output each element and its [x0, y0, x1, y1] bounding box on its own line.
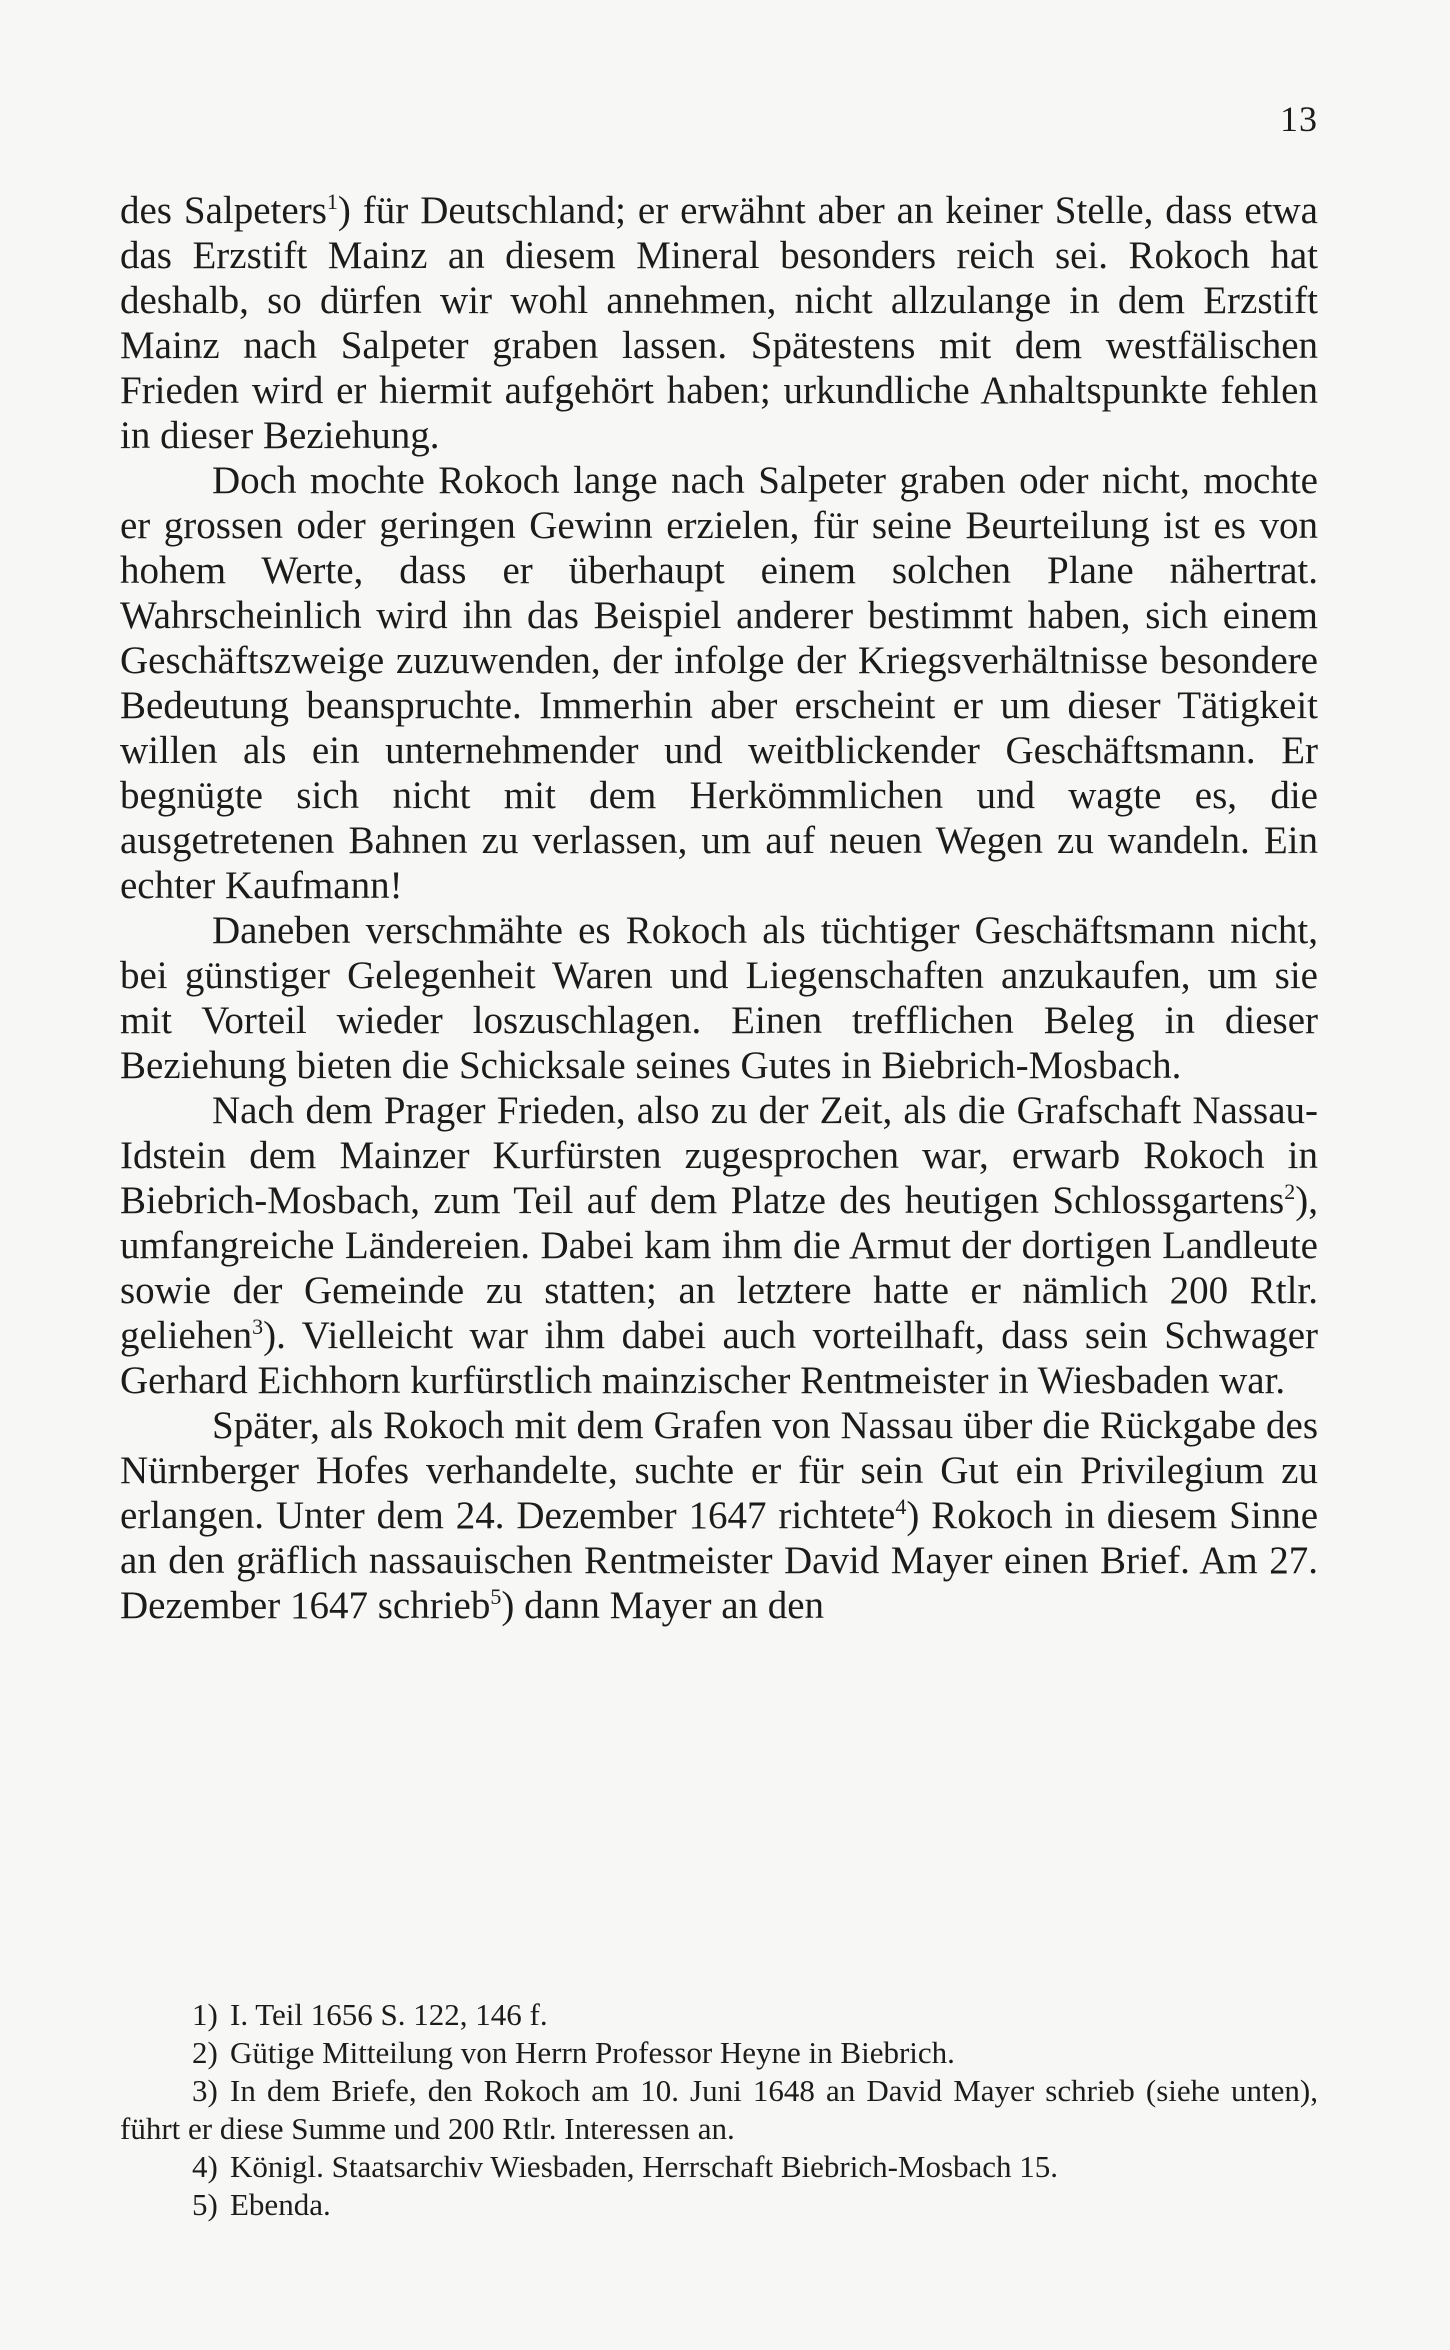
page-number: 13 — [1280, 99, 1318, 139]
footnote-2 — [120, 2034, 1318, 2072]
footnote-4 — [120, 2148, 1318, 2186]
paragraph-5-text-c: ) dann Mayer an den — [501, 1584, 825, 1627]
footnote-number: 3) — [192, 2073, 218, 2108]
paragraph-4-text-b: ), umfangreiche Ländereien. Dabei kam ihm die Armut der dortigen Landleute sowie der Gemeinde zu statten; an letztere hatte er nämlich 200 Rtlr. geliehen — [120, 1179, 1318, 1357]
paragraph-2: Doch mochte Rokoch lange nach Salpeter graben oder nicht, mochte er grossen oder geringen Gewinn erzielen, für seine Beurteilung ist es von hohem Werte, dass er überhaupt einem solchen Plane nähertrat. Wahrscheinlich wird ihn das Beispiel anderer bestimmt haben, sich einem Geschäftszweige zuzuwenden, der infolge der Kriegsverhältnisse besondere Bedeutung beanspruchte. Immerhin aber erscheint er um dieser Tätigkeit willen als ein unternehmender und weitblickender Geschäftsmann. Er begnügte sich nicht mit dem Herkömmlichen und wagte es, die ausgetretenen Bahnen zu verlassen, um auf neuen Wegen zu wandeln. Ein echter Kaufmann! — [120, 459, 1318, 907]
footnote-ref-1: 1 — [326, 189, 338, 214]
footnote-text: I. Teil 1656 S. 122, 146 f. — [230, 1997, 548, 2032]
footnote-text: Gütige Mitteilung von Herrn Professor Heyne in Biebrich. — [230, 2035, 955, 2070]
footnote-1 — [120, 1996, 1318, 2034]
body-text — [120, 188, 1318, 1628]
footnote-number: 2) — [192, 2035, 218, 2070]
paragraph-4 — [120, 1088, 1318, 1403]
footnote-text: Ebenda. — [230, 2187, 331, 2222]
paragraph-5-text-a: Später, als Rokoch mit dem Grafen von Nassau über die Rückgabe des Nürnberger Hofes verhandelte, suchte er für sein Gut ein Privilegium zu erlangen. Unter dem 24. Dezember 1647 richtete — [120, 1404, 1318, 1537]
footnote-5 — [120, 2186, 1318, 2224]
paragraph-1-text-b: ) für Deutschland; er erwähnt aber an keiner Stelle, dass etwa das Erzstift Mainz an diesem Mineral besonders reich sei. Rokoch hat deshalb, so dürfen wir wohl annehmen, nicht allzulange in dem Erzstift Mainz nach Salpeter graben lassen. Spätestens mit dem westfälischen Frieden wird er hiermit aufgehört haben; urkundliche Anhaltspunkte fehlen in dieser Beziehung. — [120, 189, 1318, 457]
paragraph-4-text-a: Nach dem Prager Frieden, also zu der Zeit, als die Grafschaft Nassau-Idstein dem Mainzer Kurfürsten zugesprochen war, erwarb Rokoch in Biebrich-Mosbach, zum Teil auf dem Platze des heutigen Schlossgartens — [120, 1089, 1318, 1222]
footnote-ref-5: 5 — [490, 1584, 502, 1609]
footnote-3 — [120, 2072, 1318, 2148]
footnote-ref-2: 2 — [1284, 1179, 1296, 1204]
footnote-number: 5) — [192, 2187, 218, 2222]
footnote-number: 4) — [192, 2149, 218, 2184]
paragraph-3: Daneben verschmähte es Rokoch als tüchtiger Geschäftsmann nicht, bei günstiger Gelegenheit Waren und Liegenschaften anzukaufen, um sie mit Vorteil wieder loszuschlagen. Einen trefflichen Beleg in dieser Beziehung bieten die Schicksale seines Gutes in Biebrich-Mosbach. — [120, 909, 1318, 1087]
footnote-text: Königl. Staatsarchiv Wiesbaden, Herrschaft Biebrich-Mosbach 15. — [230, 2149, 1059, 2184]
paragraph-4-text-c: ). Vielleicht war ihm dabei auch vorteilhaft, dass sein Schwager Gerhard Eichhorn kurfürstlich mainzischer Rentmeister in Wiesbaden war. — [120, 1314, 1318, 1402]
footnote-number: 1) — [192, 1997, 218, 2032]
paragraph-1 — [120, 188, 1318, 458]
paragraph-5-text-b: ) Rokoch in diesem Sinne an den gräflich nassauischen Rentmeister David Mayer einen Brief. Am 27. Dezember 1647 schrieb — [120, 1494, 1318, 1627]
footnote-text: In dem Briefe, den Rokoch am 10. Juni 1648 an David Mayer schrieb (siehe unten), führt er diese Summe und 200 Rtlr. Interessen an. — [120, 2073, 1318, 2146]
footnote-ref-4: 4 — [895, 1494, 907, 1519]
paragraph-1-text-a: des Salpeters — [120, 189, 327, 232]
footnotes — [120, 1996, 1318, 2224]
paragraph-5 — [120, 1403, 1318, 1628]
footnote-ref-3: 3 — [252, 1314, 264, 1339]
